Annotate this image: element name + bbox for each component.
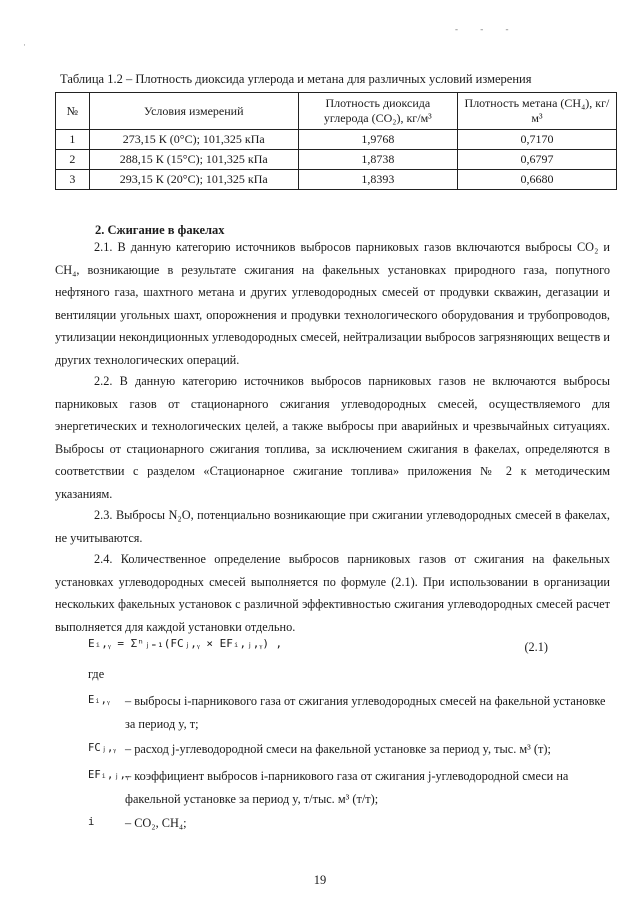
cell-ch4: 0,6797 bbox=[457, 150, 616, 170]
header-num: № bbox=[56, 93, 90, 130]
table-row bbox=[56, 150, 617, 170]
definition-text: – CO₂, CH₄; bbox=[125, 816, 187, 830]
cell-num: 2 bbox=[56, 150, 90, 170]
definition-text: – выбросы i-парникового газа от сжигания углеводородных смесей на факельной установке за период y, т; bbox=[125, 694, 606, 731]
cell-co2: 1,8738 bbox=[298, 150, 457, 170]
cell-conditions: 273,15 К (0°C); 101,325 кПа bbox=[89, 130, 298, 150]
margin-mark: · bbox=[23, 40, 26, 50]
section-heading: 2. Сжигание в факелах bbox=[95, 223, 225, 237]
where-label: где bbox=[88, 667, 105, 681]
scan-marks: - - - bbox=[455, 24, 519, 34]
cell-co2: 1,9768 bbox=[298, 130, 457, 150]
cell-ch4: 0,7170 bbox=[457, 130, 616, 150]
cell-ch4: 0,6680 bbox=[457, 170, 616, 190]
definition-symbol: Eᵢ,ᵧ bbox=[88, 694, 110, 706]
definition-symbol: FCⱼ,ᵧ bbox=[88, 742, 117, 754]
definition-symbol: EFᵢ,ⱼ,ᵧ bbox=[88, 769, 129, 781]
paragraph-2-2: 2.2. В данную категорию источников выбросов парниковых газов не включаются выбросы парниковых газов от стационарного сжигания углеводородных смесей, осуществляемого для энергетических и технологических целей, а также выбросы при аварийных и чрезвычайных ситуациях. Выбросы от стационарного сжигания топлива, за исключением сжигания в факелах, определяются в соответствии с разделом «Стационарное сжигание топлива» приложения № 2 к методическим указаниям. bbox=[55, 374, 610, 501]
header-conditions: Условия измерений bbox=[89, 93, 298, 130]
cell-conditions: 288,15 К (15°C); 101,325 кПа bbox=[89, 150, 298, 170]
definition-text: – коэффициент выбросов i-парникового газа от сжигания j-углеводородной смеси на факельной установке за период y, т/тыс. м³ (т/т); bbox=[125, 769, 569, 806]
formula: Eᵢ,ᵧ = Σⁿⱼ₌₁(FCⱼ,ᵧ × EFᵢ,ⱼ,ᵧ) , bbox=[88, 637, 283, 650]
table-caption: Таблица 1.2 – Плотность диоксида углерода и метана для различных условий измерения bbox=[60, 72, 532, 86]
paragraph-2-3: 2.3. Выбросы N₂O, потенциально возникающие при сжигании углеводородных смесей в факелах, не учитываются. bbox=[55, 508, 610, 545]
definition-symbol: i bbox=[88, 816, 95, 828]
paragraph-2-4: 2.4. Количественное определение выбросов парниковых газов от сжигания на факельных установках углеводородных смесей выполняется по формуле (2.1). При использовании в организации нескольких факельных установок с различной эффективностью сжигания углеводородных смесей расчет выполняется для каждой установки отдельно. bbox=[55, 552, 610, 634]
table-row bbox=[56, 130, 617, 150]
header-co2: Плотность диоксида углерода (CO₂), кг/м³ bbox=[298, 93, 457, 130]
cell-conditions: 293,15 К (20°C); 101,325 кПа bbox=[89, 170, 298, 190]
page-number: 19 bbox=[313, 873, 327, 887]
cell-num: 1 bbox=[56, 130, 90, 150]
table-header-row bbox=[56, 93, 617, 130]
density-table bbox=[55, 92, 617, 190]
cell-num: 3 bbox=[56, 170, 90, 190]
paragraph-2-1: 2.1. В данную категорию источников выбросов парниковых газов включаются выбросы CO₂ и CH₄, возникающие в результате сжигания на факельных установках природного газа, попутного нефтяного газа, шахтного метана и других углеводородных смесей от продувки скважин, дегазации и вентиляции угольных шахт, опорожнения и продувки технологического оборудования и трубопроводов, утилизации некондиционных углеводородных смесей, нейтрализации выбросов загрязняющих веществ и других технологических операций. bbox=[55, 240, 610, 367]
cell-co2: 1,8393 bbox=[298, 170, 457, 190]
formula-number: (2.1) bbox=[524, 640, 548, 654]
header-ch4: Плотность метана (CH₄), кг/м³ bbox=[457, 93, 616, 130]
definition-text: – расход j-углеводородной смеси на факельной установке за период y, тыс. м³ (т); bbox=[125, 742, 551, 756]
table-row bbox=[56, 170, 617, 190]
